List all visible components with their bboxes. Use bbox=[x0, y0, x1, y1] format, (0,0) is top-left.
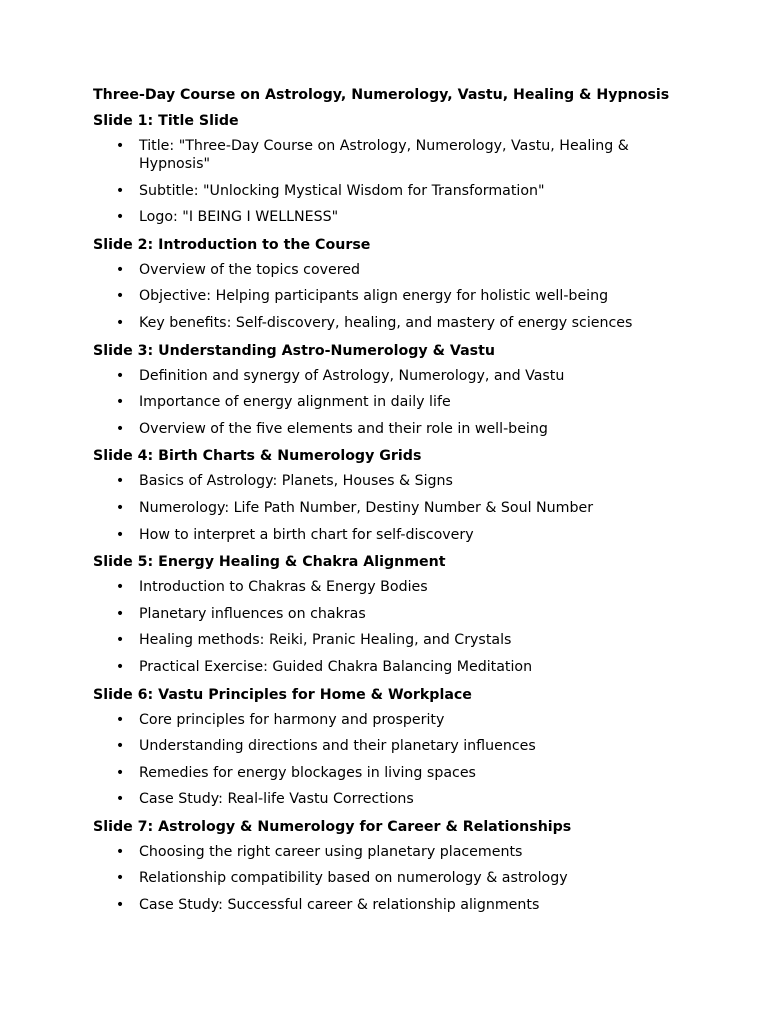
document-title: Three-Day Course on Astrology, Numerology, Vastu, Healing & Hypnosis bbox=[93, 87, 670, 103]
bullet-icon: • bbox=[115, 473, 125, 490]
bullet-text: Logo: "I BEING I WELLNESS" bbox=[139, 209, 339, 226]
slide-section bbox=[93, 552, 683, 676]
bullet-text: Remedies for energy blockages in living spaces bbox=[139, 764, 476, 781]
bullet-icon: • bbox=[115, 394, 125, 411]
bullet-text: Basics of Astrology: Planets, Houses & Signs bbox=[139, 473, 453, 490]
list-item bbox=[93, 287, 683, 305]
bullet-list bbox=[93, 261, 683, 332]
slide-section bbox=[93, 446, 683, 543]
bullet-icon: • bbox=[115, 182, 125, 199]
bullet-list bbox=[93, 578, 683, 676]
slide-section bbox=[93, 111, 683, 226]
bullet-icon: • bbox=[115, 288, 125, 305]
bullet-icon: • bbox=[115, 738, 125, 755]
bullet-icon: • bbox=[115, 579, 125, 596]
list-item bbox=[93, 711, 683, 729]
bullet-text: Overview of the topics covered bbox=[139, 261, 361, 278]
list-item bbox=[93, 896, 683, 914]
bullet-icon: • bbox=[115, 658, 125, 675]
bullet-icon: • bbox=[115, 711, 125, 728]
list-item bbox=[93, 526, 683, 544]
slide-section bbox=[93, 341, 683, 438]
bullet-icon: • bbox=[115, 420, 125, 437]
bullet-text: Numerology: Life Path Number, Destiny Number & Soul Number bbox=[139, 499, 594, 516]
list-item bbox=[93, 631, 683, 649]
list-item bbox=[93, 420, 683, 438]
list-item bbox=[93, 790, 683, 808]
bullet-text: Practical Exercise: Guided Chakra Balancing Meditation bbox=[139, 658, 533, 675]
list-item bbox=[93, 499, 683, 517]
sections-container bbox=[93, 111, 683, 914]
list-item bbox=[93, 367, 683, 385]
section-heading: Slide 1: Title Slide bbox=[93, 113, 239, 129]
bullet-text: Introduction to Chakras & Energy Bodies bbox=[139, 579, 428, 596]
list-item bbox=[93, 393, 683, 411]
bullet-text: Definition and synergy of Astrology, Numerology, and Vastu bbox=[139, 367, 565, 384]
bullet-icon: • bbox=[115, 138, 125, 154]
bullet-icon: • bbox=[115, 897, 125, 914]
bullet-text: Planetary influences on chakras bbox=[139, 605, 366, 622]
bullet-text: Overview of the five elements and their role in well-being bbox=[139, 420, 548, 437]
list-item bbox=[93, 764, 683, 782]
section-heading: Slide 4: Birth Charts & Numerology Grids bbox=[93, 448, 422, 465]
section-heading: Slide 3: Understanding Astro-Numerology & Vastu bbox=[93, 342, 495, 359]
slide-section bbox=[93, 817, 683, 914]
bullet-text: Key benefits: Self-discovery, healing, and mastery of energy sciences bbox=[139, 314, 633, 331]
bullet-icon: • bbox=[115, 314, 125, 331]
list-item bbox=[93, 261, 683, 279]
bullet-list bbox=[93, 367, 683, 438]
bullet-icon: • bbox=[115, 526, 125, 543]
list-item bbox=[93, 208, 683, 226]
bullet-list bbox=[93, 472, 683, 543]
list-item bbox=[93, 137, 683, 173]
bullet-icon: • bbox=[115, 209, 125, 226]
list-item bbox=[93, 737, 683, 755]
bullet-icon: • bbox=[115, 499, 125, 516]
list-item bbox=[93, 472, 683, 490]
list-item bbox=[93, 314, 683, 332]
bullet-text: Choosing the right career using planetary placements bbox=[139, 843, 523, 860]
bullet-icon: • bbox=[115, 791, 125, 808]
list-item bbox=[93, 578, 683, 596]
bullet-icon: • bbox=[115, 764, 125, 781]
bullet-text: Subtitle: "Unlocking Mystical Wisdom for Transformation" bbox=[139, 182, 545, 199]
bullet-text: Core principles for harmony and prosperity bbox=[139, 711, 445, 728]
bullet-text: Title: "Three-Day Course on Astrology, Numerology, Vastu, Healing & Hypnosis" bbox=[139, 138, 629, 172]
slide-section bbox=[93, 685, 683, 809]
bullet-text: Objective: Helping participants align energy for holistic well-being bbox=[139, 288, 609, 305]
bullet-icon: • bbox=[115, 605, 125, 622]
bullet-text: Case Study: Successful career & relationship alignments bbox=[139, 897, 540, 914]
bullet-list bbox=[93, 137, 683, 226]
section-heading: Slide 7: Astrology & Numerology for Career & Relationships bbox=[93, 818, 572, 835]
bullet-text: How to interpret a birth chart for self-discovery bbox=[139, 526, 474, 543]
bullet-icon: • bbox=[115, 870, 125, 887]
bullet-icon: • bbox=[115, 261, 125, 278]
list-item bbox=[93, 658, 683, 676]
bullet-text: Importance of energy alignment in daily life bbox=[139, 394, 451, 411]
list-item bbox=[93, 869, 683, 887]
bullet-icon: • bbox=[115, 632, 125, 649]
section-heading: Slide 6: Vastu Principles for Home & Workplace bbox=[93, 686, 472, 703]
list-item bbox=[93, 182, 683, 200]
list-item bbox=[93, 605, 683, 623]
section-heading: Slide 5: Energy Healing & Chakra Alignment bbox=[93, 554, 446, 571]
list-item bbox=[93, 843, 683, 861]
slide-section bbox=[93, 235, 683, 332]
bullet-text: Relationship compatibility based on numerology & astrology bbox=[139, 870, 568, 887]
bullet-text: Understanding directions and their planetary influences bbox=[139, 738, 536, 755]
section-heading: Slide 2: Introduction to the Course bbox=[93, 236, 371, 253]
bullet-text: Case Study: Real-life Vastu Corrections bbox=[139, 791, 414, 808]
bullet-icon: • bbox=[115, 367, 125, 384]
document-body bbox=[93, 85, 683, 923]
bullet-text: Healing methods: Reiki, Pranic Healing, and Crystals bbox=[139, 632, 512, 649]
bullet-icon: • bbox=[115, 843, 125, 860]
bullet-list bbox=[93, 843, 683, 914]
bullet-list bbox=[93, 711, 683, 809]
